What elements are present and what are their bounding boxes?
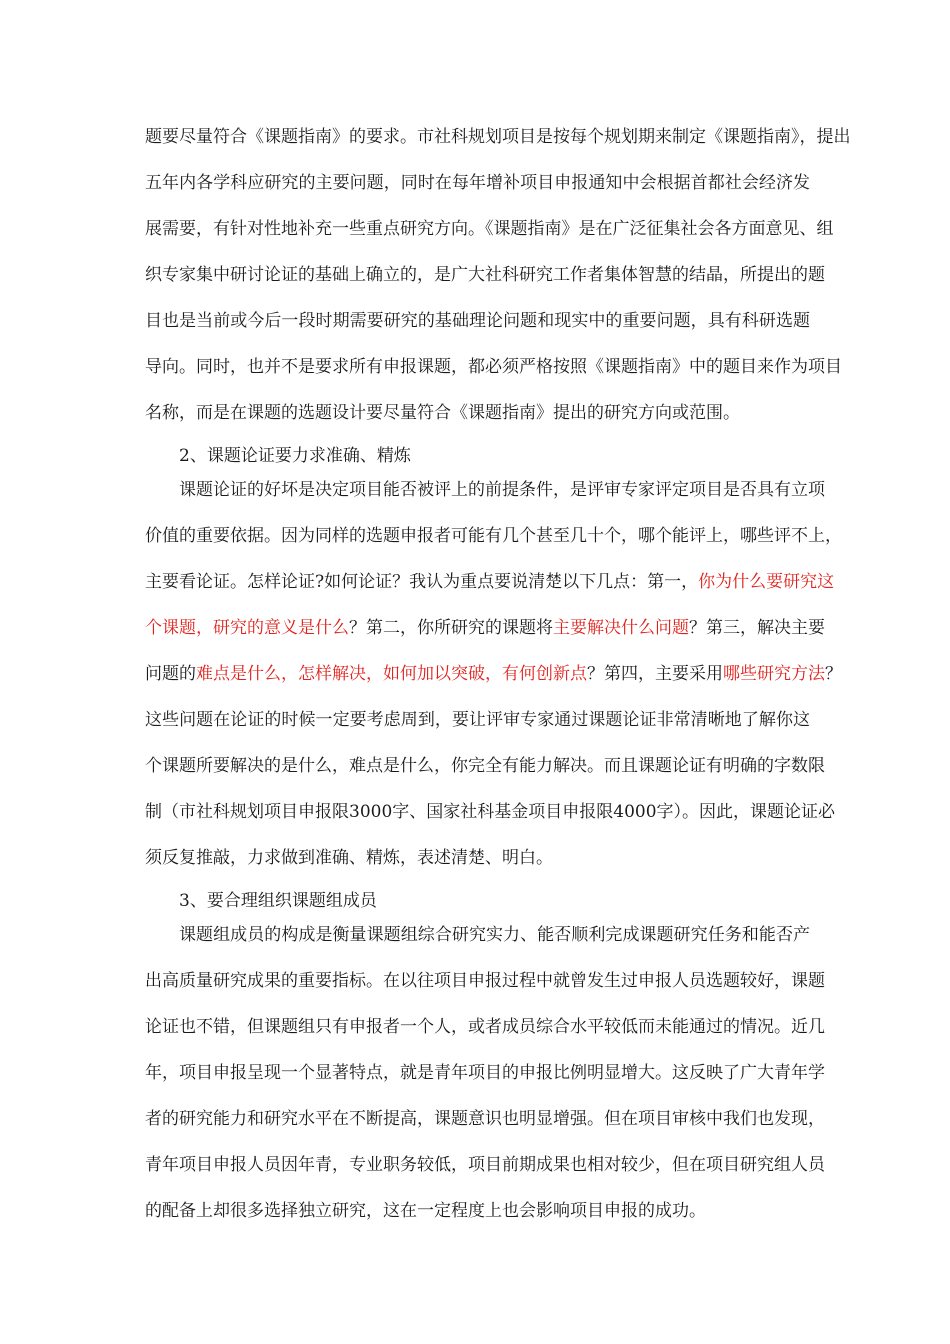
paragraph-line: 价值的重要依据。因为同样的选题申报者可能有几个甚至几十个，哪个能评上，哪些评不上， — [145, 526, 842, 546]
paragraph-line — [145, 571, 835, 593]
text-span: ？第四，主要采用 — [587, 664, 723, 684]
text-span: 主要看论证。怎样论证?如何论证？我认为重点要说清楚以下几点：第一， — [145, 572, 699, 592]
paragraph-line: 制（市社科规划项目申报限3000字、国家社科基金项目申报限4000字）。因此，课题论证必 — [145, 802, 836, 822]
paragraph-line: 题要尽量符合《课题指南》的要求。市社科规划项目是按每个规划期来制定《课题指南》，提出 — [145, 127, 851, 147]
paragraph-line: 的配备上却很多选择独立研究，这在一定程度上也会影响项目申报的成功。 — [145, 1201, 706, 1221]
paragraph-line — [145, 663, 842, 685]
section-heading: 3、要合理组织课题组成员 — [179, 891, 377, 911]
highlight-text: 难点是什么，怎样解决，如何加以突破，有何创新点 — [196, 664, 587, 684]
paragraph-line: 这些问题在论证的时候一定要考虑周到，要让评审专家通过课题论证非常清晰地了解你这 — [145, 710, 810, 730]
paragraph-line: 五年内各学科应研究的主要问题，同时在每年增补项目申报通知中会根据首都社会经济发 — [145, 173, 810, 193]
paragraph-line: 展需要，有针对性地补充一些重点研究方向。《课题指南》是在广泛征集社会各方面意见、组 — [145, 219, 834, 239]
paragraph-line — [145, 617, 825, 639]
paragraph-line: 个课题所要解决的是什么，难点是什么，你完全有能力解决。而且课题论证有明确的字数限 — [145, 756, 825, 776]
paragraph-line: 导向。同时，也并不是要求所有申报课题，都必须严格按照《课题指南》中的题目来作为项目 — [145, 357, 842, 377]
paragraph-line: 者的研究能力和研究水平在不断提高，课题意识也明显增强。但在项目审核中我们也发现， — [145, 1109, 825, 1129]
paragraph-line: 年，项目申报呈现一个显著特点，就是青年项目的申报比例明显增大。这反映了广大青年学 — [145, 1063, 825, 1083]
text-span: ？ — [825, 664, 842, 684]
paragraph-line: 织专家集中研讨论证的基础上确立的，是广大社科研究工作者集体智慧的结晶，所提出的题 — [145, 265, 825, 285]
paragraph-line: 名称，而是在课题的选题设计要尽量符合《课题指南》提出的研究方向或范围。 — [145, 403, 740, 423]
section-heading: 2、课题论证要力求准确、精炼 — [179, 446, 411, 466]
highlight-text: 主要解决什么问题 — [553, 618, 689, 638]
text-span: 问题的 — [145, 664, 196, 684]
highlight-text: 哪些研究方法 — [723, 664, 825, 684]
paragraph-line: 须反复推敲，力求做到准确、精炼，表述清楚、明白。 — [145, 848, 553, 868]
paragraph-line: 青年项目申报人员因年青，专业职务较低，项目前期成果也相对较少，但在项目研究组人员 — [145, 1155, 825, 1175]
paragraph-line: 课题论证的好坏是决定项目能否被评上的前提条件，是评审专家评定项目是否具有立项 — [179, 480, 825, 500]
highlight-text: 个课题，研究的意义是什么 — [145, 618, 349, 638]
paragraph-line: 课题组成员的构成是衡量课题组综合研究实力、能否顺利完成课题研究任务和能否产 — [179, 925, 810, 945]
text-span: ？第二，你所研究的课题将 — [349, 618, 553, 638]
highlight-text: 你为什么要研究这 — [698, 572, 835, 592]
text-span: ？第三，解决主要 — [689, 618, 825, 638]
paragraph-line: 论证也不错，但课题组只有申报者一个人，或者成员综合水平较低而未能通过的情况。近几 — [145, 1017, 825, 1037]
paragraph-line: 出高质量研究成果的重要指标。在以往项目申报过程中就曾发生过申报人员选题较好，课题 — [145, 971, 825, 991]
paragraph-line: 目也是当前或今后一段时期需要研究的基础理论问题和现实中的重要问题，具有科研选题 — [145, 311, 810, 331]
